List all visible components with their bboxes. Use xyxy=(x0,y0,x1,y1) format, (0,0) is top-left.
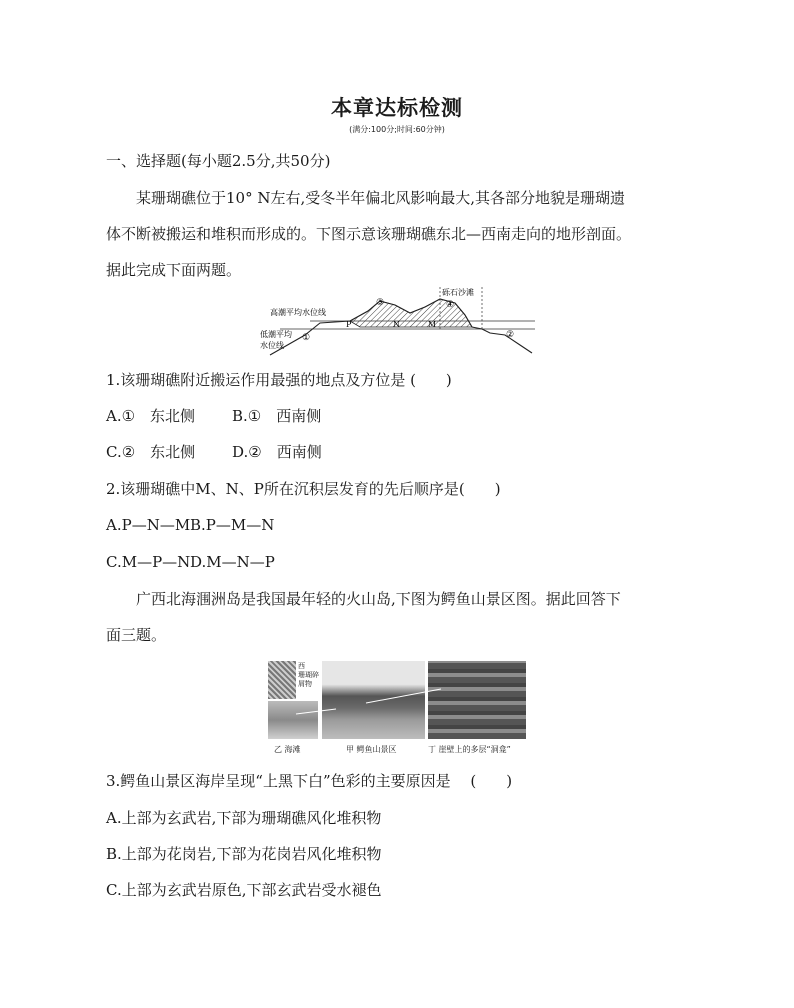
inset-label: 西 珊瑚碎 屑物 xyxy=(298,662,319,688)
q3-option-c: C.上部为玄武岩原色,下部玄武岩受水褪色 xyxy=(106,881,382,899)
high-tide-label: 高潮平均水位线 xyxy=(270,308,326,317)
q1-option-a: A.① 东北侧 xyxy=(106,407,196,425)
q1-option-d: D.② 西南侧 xyxy=(232,443,322,461)
low-tide-label-2: 水位线 xyxy=(260,341,284,350)
intro-line-1: 某珊瑚礁位于10° N左右,受冬半年偏北风影响最大,其各部分地貌是珊瑚遗 xyxy=(136,189,626,207)
q2-option-c: C.M—P—N xyxy=(106,553,191,571)
reef-profile-diagram xyxy=(250,283,540,358)
marker-4: ④ xyxy=(446,300,455,310)
page-title: 本章达标检测 xyxy=(331,96,463,120)
q1-option-c: C.② 东北侧 xyxy=(106,443,196,461)
q2-option-b: B.P—M—N xyxy=(190,516,275,534)
caption-jia: 甲 鳄鱼山景区 xyxy=(346,745,397,754)
q3-stem: 3.鳄鱼山景区海岸呈现“上黑下白”色彩的主要原因是 ( ) xyxy=(106,772,513,790)
marker-2: ② xyxy=(506,330,515,340)
q3-option-b: B.上部为花岗岩,下部为花岗岩风化堆积物 xyxy=(106,845,382,863)
intro2-line-1: 广西北海涠洲岛是我国最年轻的火山岛,下图为鳄鱼山景区图。据此回答下 xyxy=(136,590,621,608)
beach-label: 砾石沙滩 xyxy=(442,288,474,297)
caption-ding: 丁 崖壁上的多层“洞龛” xyxy=(428,745,511,754)
q1-option-b: B.① 西南侧 xyxy=(232,407,322,425)
marker-3: ③ xyxy=(376,298,385,308)
scenic-area-photos xyxy=(266,659,528,759)
marker-1: ① xyxy=(302,333,311,343)
low-tide-label-1: 低潮平均 xyxy=(260,330,292,339)
q1-stem: 1.该珊瑚礁附近搬运作用最强的地点及方位是 ( ) xyxy=(106,371,452,389)
q3-option-a: A.上部为玄武岩,下部为珊瑚礁风化堆积物 xyxy=(106,809,382,827)
exam-info: (满分:100分;时间:60分钟) xyxy=(349,125,445,134)
q2-option-a: A.P—N—M xyxy=(106,516,191,534)
label-N: N xyxy=(393,320,400,329)
intro2-line-2: 面三题。 xyxy=(106,626,167,644)
caption-yi: 乙 海滩 xyxy=(274,745,301,754)
section-heading: 一、选择题(每小题2.5分,共50分) xyxy=(106,152,331,170)
q2-option-d: D.M—N—P xyxy=(190,553,275,571)
photo-connector-lines xyxy=(266,659,528,741)
q2-stem: 2.该珊瑚礁中M、N、P所在沉积层发育的先后顺序是( ) xyxy=(106,480,501,498)
label-P: P xyxy=(346,320,352,329)
label-M: M xyxy=(428,320,437,329)
intro-line-2: 体不断被搬运和堆积而形成的。下图示意该珊瑚礁东北—西南走向的地形剖面。 xyxy=(106,225,632,243)
intro-line-3: 据此完成下面两题。 xyxy=(106,261,242,279)
